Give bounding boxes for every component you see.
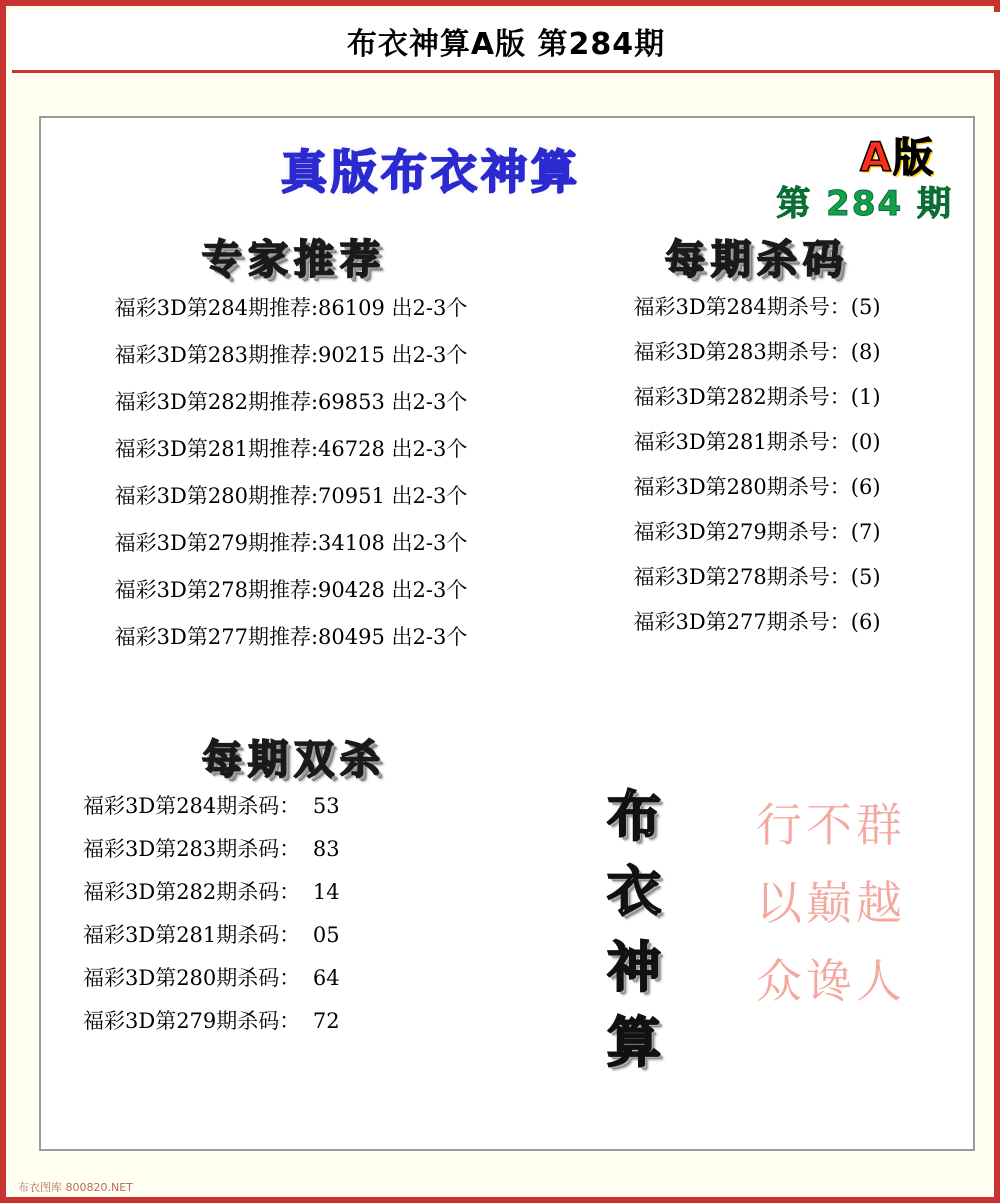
list-item: 福彩3D第282期杀号：(1)	[633, 385, 881, 409]
double-kill-list	[41, 785, 541, 1043]
list-item: 福彩3D第279期推荐:34108 出2-3个	[114, 531, 468, 555]
list-item: 福彩3D第280期推荐:70951 出2-3个	[114, 484, 468, 508]
list-item: 福彩3D第277期杀号：(6)	[633, 610, 881, 634]
table-row	[41, 957, 541, 1000]
slogan-block	[731, 786, 931, 1020]
kill-code-list	[541, 285, 973, 645]
table-row	[41, 871, 541, 914]
list-item: 福彩3D第279期杀号：(7)	[633, 520, 881, 544]
title-bar	[12, 12, 1000, 70]
stamp-char: 布	[607, 785, 661, 848]
masthead	[41, 118, 973, 228]
table-row	[41, 828, 541, 871]
row-label: 福彩3D第279期杀码：	[83, 1009, 301, 1033]
row-value: 14	[312, 880, 340, 904]
row-value: 64	[312, 966, 340, 990]
row-value: 83	[312, 837, 340, 861]
expert-list	[41, 285, 541, 661]
expert-section	[41, 228, 541, 661]
kill-code-section	[541, 228, 973, 645]
stamp-char: 算	[607, 1010, 661, 1074]
slogan-line: 行不群	[756, 798, 906, 852]
row-label: 福彩3D第282期杀码：	[83, 880, 301, 904]
list-item: 福彩3D第281期杀号：(0)	[633, 430, 881, 454]
stamp-char: 衣	[607, 860, 661, 924]
table-row	[41, 1000, 541, 1043]
footer-watermark: 布衣图库 800820.NET	[18, 1181, 133, 1194]
list-item: 福彩3D第281期推荐:46728 出2-3个	[114, 437, 468, 461]
row-label: 福彩3D第281期杀码：	[83, 923, 301, 947]
kill-code-heading: 每期杀码	[665, 237, 849, 283]
list-item: 福彩3D第284期推荐:86109 出2-3个	[114, 296, 468, 320]
table-row	[41, 785, 541, 828]
row-label: 福彩3D第283期杀码：	[83, 837, 301, 861]
double-kill-section	[41, 728, 541, 1043]
double-kill-heading-wrap	[41, 728, 541, 785]
version-badge: A版	[860, 135, 935, 181]
list-item: 福彩3D第283期杀号：(8)	[633, 340, 881, 364]
list-item: 福彩3D第280期杀号：(6)	[633, 475, 881, 499]
list-item: 福彩3D第278期杀号：(5)	[633, 565, 881, 589]
kill-code-heading-wrap	[541, 228, 973, 285]
brand-logo: 真版布衣神算	[281, 145, 581, 199]
double-kill-heading: 每期双杀	[202, 737, 386, 783]
list-item: 福彩3D第282期推荐:69853 出2-3个	[114, 390, 468, 414]
row-value: 05	[312, 923, 340, 947]
slogan-line: 众谗人	[756, 954, 906, 1008]
row-label: 福彩3D第284期杀码：	[83, 794, 301, 818]
list-item: 福彩3D第278期推荐:90428 出2-3个	[114, 578, 468, 602]
slogan-line: 以巅越	[756, 876, 906, 930]
row-value: 53	[312, 794, 340, 818]
row-value: 72	[312, 1009, 340, 1033]
expert-heading: 专家推荐	[202, 237, 386, 283]
expert-heading-wrap	[41, 228, 541, 285]
poster-card	[39, 116, 975, 1151]
vertical-brand-stamp	[586, 785, 682, 1074]
list-item: 福彩3D第283期推荐:90215 出2-3个	[114, 343, 468, 367]
row-label: 福彩3D第280期杀码：	[83, 966, 301, 990]
stamp-char: 神	[607, 935, 661, 999]
list-item: 福彩3D第284期杀号：(5)	[633, 295, 881, 319]
issue-badge: 第 284 期	[776, 184, 953, 224]
list-item: 福彩3D第277期推荐:80495 出2-3个	[114, 625, 468, 649]
title-divider	[12, 70, 1000, 73]
page-title: 布衣神算A版 第284期	[346, 27, 666, 62]
table-row	[41, 914, 541, 957]
